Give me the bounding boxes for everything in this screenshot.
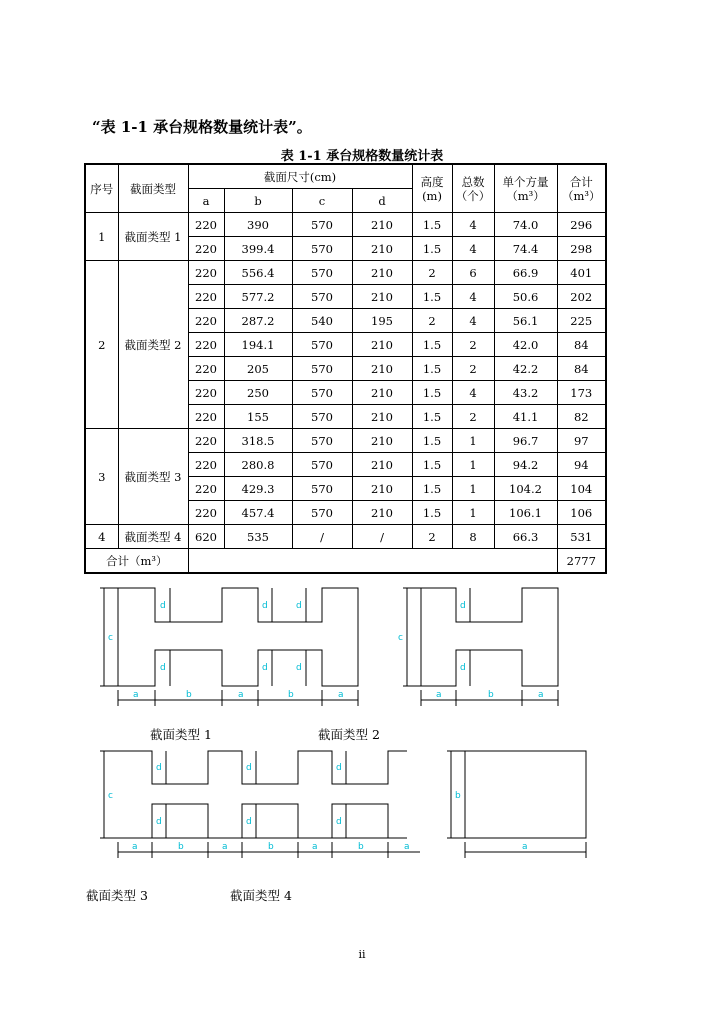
figure-label-4: 截面类型 4 — [230, 888, 292, 903]
table-cell: 220 — [188, 309, 224, 333]
header-c: c — [292, 189, 352, 213]
table-cell: 1.5 — [412, 285, 452, 309]
table-cell: 4 — [452, 237, 494, 261]
table-cell: 570 — [292, 261, 352, 285]
header-b: b — [224, 189, 292, 213]
table-cell: 570 — [292, 381, 352, 405]
svg-text:d: d — [296, 601, 302, 611]
table-cell: 220 — [188, 381, 224, 405]
table-cell: 210 — [352, 405, 412, 429]
header-a: a — [188, 189, 224, 213]
table-cell: 210 — [352, 453, 412, 477]
header-d: d — [352, 189, 412, 213]
svg-text:b: b — [488, 690, 494, 700]
table-cell: 457.4 — [224, 501, 292, 525]
figure-label-1: 截面类型 1 — [150, 727, 212, 742]
table-cell: 4 — [452, 309, 494, 333]
table-cell: 1.5 — [412, 381, 452, 405]
table-cell: 106 — [557, 501, 606, 525]
table-cell: 220 — [188, 429, 224, 453]
row-type: 截面类型 2 — [118, 261, 188, 429]
table-cell: 4 — [452, 213, 494, 237]
svg-text:b: b — [288, 690, 294, 700]
table-cell: 1.5 — [412, 429, 452, 453]
table-cell: 74.4 — [494, 237, 557, 261]
svg-text:a: a — [222, 842, 228, 852]
svg-text:d: d — [156, 763, 162, 773]
svg-text:a: a — [436, 690, 442, 700]
svg-text:b: b — [186, 690, 192, 700]
table-cell: 287.2 — [224, 309, 292, 333]
table-cell: 1 — [452, 501, 494, 525]
table-cell: 1.5 — [412, 405, 452, 429]
table-cell: 43.2 — [494, 381, 557, 405]
table-cell: 2 — [452, 357, 494, 381]
table-cell: 570 — [292, 501, 352, 525]
table-cell: 570 — [292, 453, 352, 477]
figure-label-3: 截面类型 3 — [86, 888, 148, 903]
table-cell: 2 — [412, 261, 452, 285]
svg-text:d: d — [460, 663, 466, 673]
svg-text:a: a — [133, 690, 139, 700]
table-cell: 210 — [352, 477, 412, 501]
table-cell: 210 — [352, 357, 412, 381]
table-cell: 8 — [452, 525, 494, 549]
row-no: 3 — [85, 429, 118, 525]
table-cell: 1.5 — [412, 477, 452, 501]
table-cell: 401 — [557, 261, 606, 285]
table-cell: 1 — [452, 429, 494, 453]
table-cell: 210 — [352, 381, 412, 405]
table-cell: 66.9 — [494, 261, 557, 285]
svg-text:d: d — [460, 601, 466, 611]
table-cell: 205 — [224, 357, 292, 381]
table-cell: 318.5 — [224, 429, 292, 453]
svg-text:d: d — [262, 663, 268, 673]
table-cell: 202 — [557, 285, 606, 309]
svg-text:a: a — [538, 690, 544, 700]
table-cell: 94.2 — [494, 453, 557, 477]
table-cell: 390 — [224, 213, 292, 237]
section-type-3-figure — [100, 751, 420, 858]
svg-text:d: d — [336, 763, 342, 773]
svg-text:d: d — [296, 663, 302, 673]
table-cell: 1.5 — [412, 453, 452, 477]
table-cell: 1 — [452, 453, 494, 477]
svg-text:a: a — [238, 690, 244, 700]
svg-text:a: a — [312, 842, 318, 852]
table-cell: 4 — [452, 381, 494, 405]
svg-text:d: d — [246, 763, 252, 773]
table-cell: 399.4 — [224, 237, 292, 261]
table-cell: 220 — [188, 501, 224, 525]
svg-text:d: d — [156, 817, 162, 827]
dim-c-label: c — [108, 633, 113, 643]
table-cell: 2 — [412, 525, 452, 549]
table-cell: 220 — [188, 237, 224, 261]
table-cell: 42.2 — [494, 357, 557, 381]
table-cell: 570 — [292, 429, 352, 453]
table-cell: 210 — [352, 213, 412, 237]
svg-text:b: b — [268, 842, 274, 852]
row-type: 截面类型 4 — [118, 525, 188, 549]
table-cell: 220 — [188, 453, 224, 477]
table-cell: 6 — [452, 261, 494, 285]
header-no: 序号 — [85, 164, 118, 213]
table-cell: 4 — [452, 285, 494, 309]
table-cell: 104.2 — [494, 477, 557, 501]
table-cell: 220 — [188, 477, 224, 501]
svg-text:a: a — [404, 842, 410, 852]
table-cell: 50.6 — [494, 285, 557, 309]
svg-text:a: a — [522, 842, 528, 852]
svg-text:b: b — [455, 791, 461, 801]
table-cell: 570 — [292, 333, 352, 357]
header-total: 总数 （个） — [452, 164, 494, 213]
total-value: 2777 — [557, 549, 606, 574]
table-caption: 表 1-1 承台规格数量统计表 — [280, 149, 444, 164]
svg-text:d: d — [336, 817, 342, 827]
total-label: 合计（m³） — [85, 549, 188, 574]
table-cell: 220 — [188, 261, 224, 285]
table-cell: 210 — [352, 429, 412, 453]
table-cell: 531 — [557, 525, 606, 549]
row-no: 1 — [85, 213, 118, 261]
table-cell: 106.1 — [494, 501, 557, 525]
table-cell: 210 — [352, 261, 412, 285]
table-cell: 1.5 — [412, 237, 452, 261]
svg-text:d: d — [262, 601, 268, 611]
table-cell: 280.8 — [224, 453, 292, 477]
table-cell: 96.7 — [494, 429, 557, 453]
table-cell: 210 — [352, 501, 412, 525]
table-cell: 570 — [292, 213, 352, 237]
table-cell: 220 — [188, 285, 224, 309]
figure-label-2: 截面类型 2 — [318, 727, 380, 742]
svg-text:a: a — [338, 690, 344, 700]
table-cell: 220 — [188, 405, 224, 429]
table-cell: 74.0 — [494, 213, 557, 237]
table-cell: 298 — [557, 237, 606, 261]
header-type: 截面类型 — [118, 164, 188, 213]
svg-text:c: c — [398, 633, 403, 643]
table-cell: 429.3 — [224, 477, 292, 501]
table-cell: 56.1 — [494, 309, 557, 333]
table-cell: 97 — [557, 429, 606, 453]
table-cell: 2 — [452, 333, 494, 357]
table-cell: 1.5 — [412, 213, 452, 237]
row-type: 截面类型 1 — [118, 213, 188, 261]
table-cell: 535 — [224, 525, 292, 549]
table-cell: 540 — [292, 309, 352, 333]
svg-text:b: b — [178, 842, 184, 852]
table-cell: 220 — [188, 213, 224, 237]
table-cell: 41.1 — [494, 405, 557, 429]
section-type-4-figure — [447, 751, 586, 858]
svg-text:d: d — [160, 663, 166, 673]
table-cell: 173 — [557, 381, 606, 405]
table-cell: 1.5 — [412, 333, 452, 357]
table-cell: 42.0 — [494, 333, 557, 357]
table-cell: 94 — [557, 453, 606, 477]
table-cell: 84 — [557, 357, 606, 381]
intro-text: “表 1-1 承台规格数量统计表”。 — [92, 118, 312, 136]
table-cell: 66.3 — [494, 525, 557, 549]
table-cell: 296 — [557, 213, 606, 237]
svg-text:c: c — [108, 791, 113, 801]
table-cell: 570 — [292, 285, 352, 309]
header-volume: 单个方量 （m³） — [494, 164, 557, 213]
row-no: 4 — [85, 525, 118, 549]
table-cell: 210 — [352, 237, 412, 261]
header-height: 高度 (m) — [412, 164, 452, 213]
table-cell: 194.1 — [224, 333, 292, 357]
page-number: ii — [358, 948, 366, 961]
row-no: 2 — [85, 261, 118, 429]
row-type: 截面类型 3 — [118, 429, 188, 525]
table-cell: 220 — [188, 357, 224, 381]
table-cell: 155 — [224, 405, 292, 429]
svg-text:d: d — [160, 601, 166, 611]
table-cell: 2 — [452, 405, 494, 429]
table-cell: 570 — [292, 405, 352, 429]
table-cell: 556.4 — [224, 261, 292, 285]
table-cell: 220 — [188, 333, 224, 357]
table-cell: 210 — [352, 333, 412, 357]
table-cell: 570 — [292, 237, 352, 261]
svg-text:d: d — [246, 817, 252, 827]
table-cell: 104 — [557, 477, 606, 501]
table-cell: 570 — [292, 357, 352, 381]
table-cell: 620 — [188, 525, 224, 549]
table-cell: 195 — [352, 309, 412, 333]
table-cell: / — [292, 525, 352, 549]
header-size: 截面尺寸(cm) — [188, 164, 412, 189]
table-cell: 225 — [557, 309, 606, 333]
table-cell: 1.5 — [412, 357, 452, 381]
header-sum: 合计 （m³） — [557, 164, 606, 213]
table-cell: 250 — [224, 381, 292, 405]
svg-text:b: b — [358, 842, 364, 852]
table-cell: 1 — [452, 477, 494, 501]
table-cell: 2 — [412, 309, 452, 333]
table-cell: 210 — [352, 285, 412, 309]
table-cell: 82 — [557, 405, 606, 429]
table-cell: 577.2 — [224, 285, 292, 309]
section-type-2-figure — [398, 588, 558, 706]
table-cell: 570 — [292, 477, 352, 501]
table-cell: / — [352, 525, 412, 549]
section-type-1-figure — [100, 588, 358, 706]
table-cell: 84 — [557, 333, 606, 357]
svg-text:a: a — [132, 842, 138, 852]
table-cell: 1.5 — [412, 501, 452, 525]
